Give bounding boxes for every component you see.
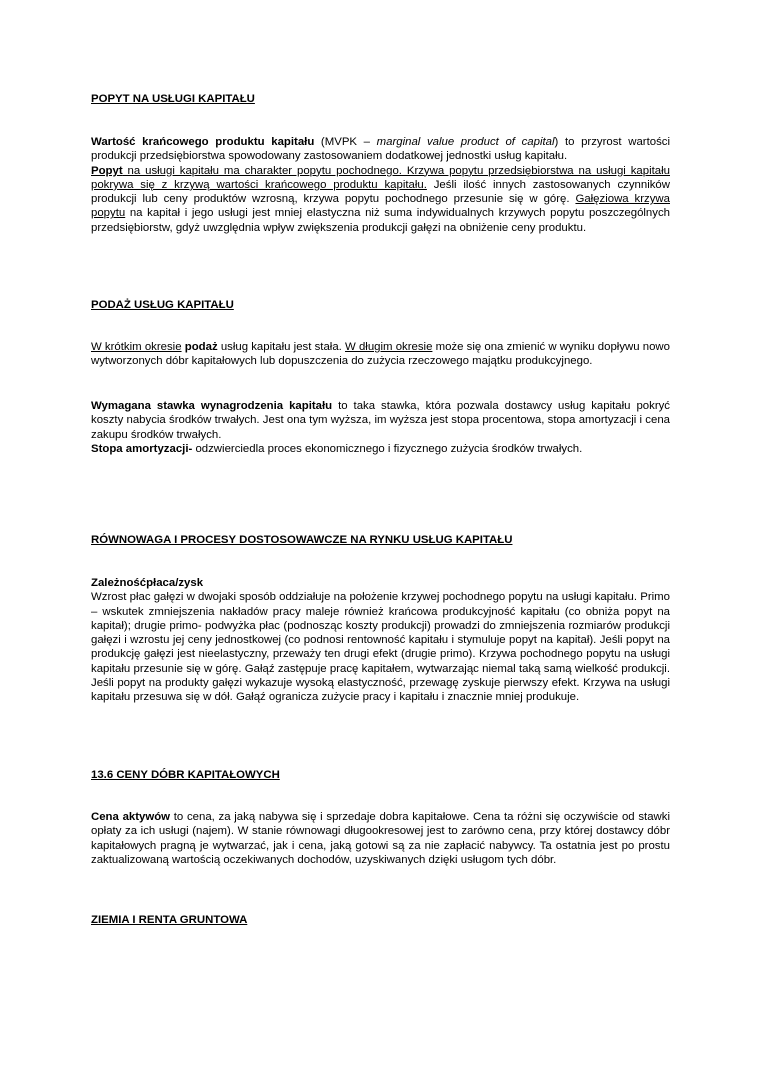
bold-term: podaż (181, 341, 218, 353)
text-span: na kapitał i jego usługi jest mniej elastyczna niż suma indywidualnych krzywych popytu poszczególnych przedsiębiorstw, gdyż uwzględnia wpływ zwiększenia produkcji gałęzi na obniżenie ceny produktu. (91, 207, 670, 234)
text-span: usług kapitału jest stała. (217, 341, 346, 353)
term-mvpk: Wartość krańcowego produktu kapitału (91, 136, 315, 148)
text-span: Jeśli ilość innych zastosowanych czynników produkcji lub ceny produktów wzrosną, krzywa popytu pochodnego przesunie się w górę. (91, 178, 670, 206)
term-popyt: Popyt (91, 164, 123, 177)
underlined-text: na usługi kapitału ma charakter popytu pochodnego. Krzywa popytu przedsiębiorstwa na usługi kapitału pokrywa się z krzywą wartości krańcowego produktu kapitału. (91, 164, 670, 191)
section-heading-ziemia: ZIEMIA I RENTA GRUNTOWA (91, 914, 248, 926)
text-span: to cena, za jaką nabywa się i sprzedaje dobra kapitałowe. Cena ta różni się oczywiście od stawki opłaty za ich usługi (najem). W stanie równowagi długookresowej jest to zarówno cena, przy której dostawcy dóbr kapitałowych pragną je wytwarzać, jak i cena, jaką gotowi są za nie zapłacić nabywcy. Ta ostatnia jest po prostu zaktualizowaną wartością oczekiwanych dochodów, uzyskiwanych dzięki usługom tych dóbr. (91, 811, 670, 866)
term-stopa-amortyzacji: Stopa amortyzacji- (91, 442, 193, 455)
term-wymagana-stawka: Wymagana stawka wynagrodzenia kapitału (91, 400, 333, 412)
underlined-text: Gałęziowa krzywa popytu (91, 193, 670, 220)
text-span: odzwierciedla proces ekonomicznego i fizycznego zużycia środków trwałych. (192, 442, 583, 455)
paragraph-wymagana-stawka (91, 399, 670, 456)
paragraph-zaleznosc (91, 576, 670, 705)
section-heading-rownowaga: RÓWNOWAGA I PROCESY DOSTOSOWAWCZE NA RYNKU USŁUG KAPITAŁU (91, 534, 513, 546)
term-cena-aktywow: Cena aktywów (91, 811, 171, 823)
subheading-zaleznosc: Zależnośćpłaca/zysk (91, 577, 204, 589)
paragraph-text: Wzrost płac gałęzi w dwojaki sposób oddziałuje na położenie krzywej pochodnego popytu na usługi kapitału. Primo – wskutek zmniejszenia nakładów pracy maleje również krańcowa produkcyjność kapitału (co obniża popyt na kapitał); drugie primo- podwyżka płac (podnosząc koszty produkcji) prowadzi do zmniejszenia rozmiarów produkcji gałęzi i wzrostu jej ceny jednostkowej (co podnosi rentowność kapitału i stymuluje popyt na kapitał). Jeśli popyt na produkcję gałęzi jest nieelastyczny, przeważy ten drugi efekt (drugie primo). Krzywa pochodnego popytu na usługi kapitału przesunie się w górę. Gałąź zastępuje pracę kapitałem, wytwarzając niemal taką samą wielkość produkcji. Jeśli popyt na produkty gałęzi wykazuje wysoką elastyczność, przewagę zyskuje pierwszy efekt. Krzywa na usługi kapitału przesuwa się w dół. Gałąź ogranicza zużycie pracy i kapitału i znacznie mniej produkuje. (91, 591, 670, 704)
section-heading-podaz: PODAŻ USŁUG KAPITAŁU (91, 299, 234, 311)
text-span: może się ona zmienić w wyniku dopływu nowo wytworzonych dóbr kapitałowych lub dopuszczenia do zużycia rzeczowego majątku produkcyjnego. (91, 341, 670, 368)
text-span: ) to przyrost wartości produkcji przedsiębiorstwa spowodowany zastosowaniem dodatkowej jednostki usług kapitału. (91, 136, 671, 163)
section-heading-ceny-dobr: 13.6 CENY DÓBR KAPITAŁOWYCH (91, 769, 280, 781)
text-span: to taka stawka, która pozwala dostawcy usług kapitału pokryć koszty nabycia środków trwałych. Jest ona tym wyższa, im wyższa jest stopa procentowa, stopa amortyzacji i cena zakupu środków trwałych. (91, 400, 671, 441)
section-heading-popyt: POPYT NA USŁUGI KAPITAŁU (91, 93, 255, 105)
italic-term: marginal value product of capital (376, 136, 555, 148)
paragraph-cena-aktywow (91, 810, 670, 867)
text-span: (MVPK – (314, 136, 377, 148)
underlined-text: W krótkim okresie (91, 341, 182, 353)
paragraph-mvpk (91, 135, 670, 235)
paragraph-podaz (91, 340, 670, 369)
underlined-text: W długim okresie (345, 341, 433, 353)
